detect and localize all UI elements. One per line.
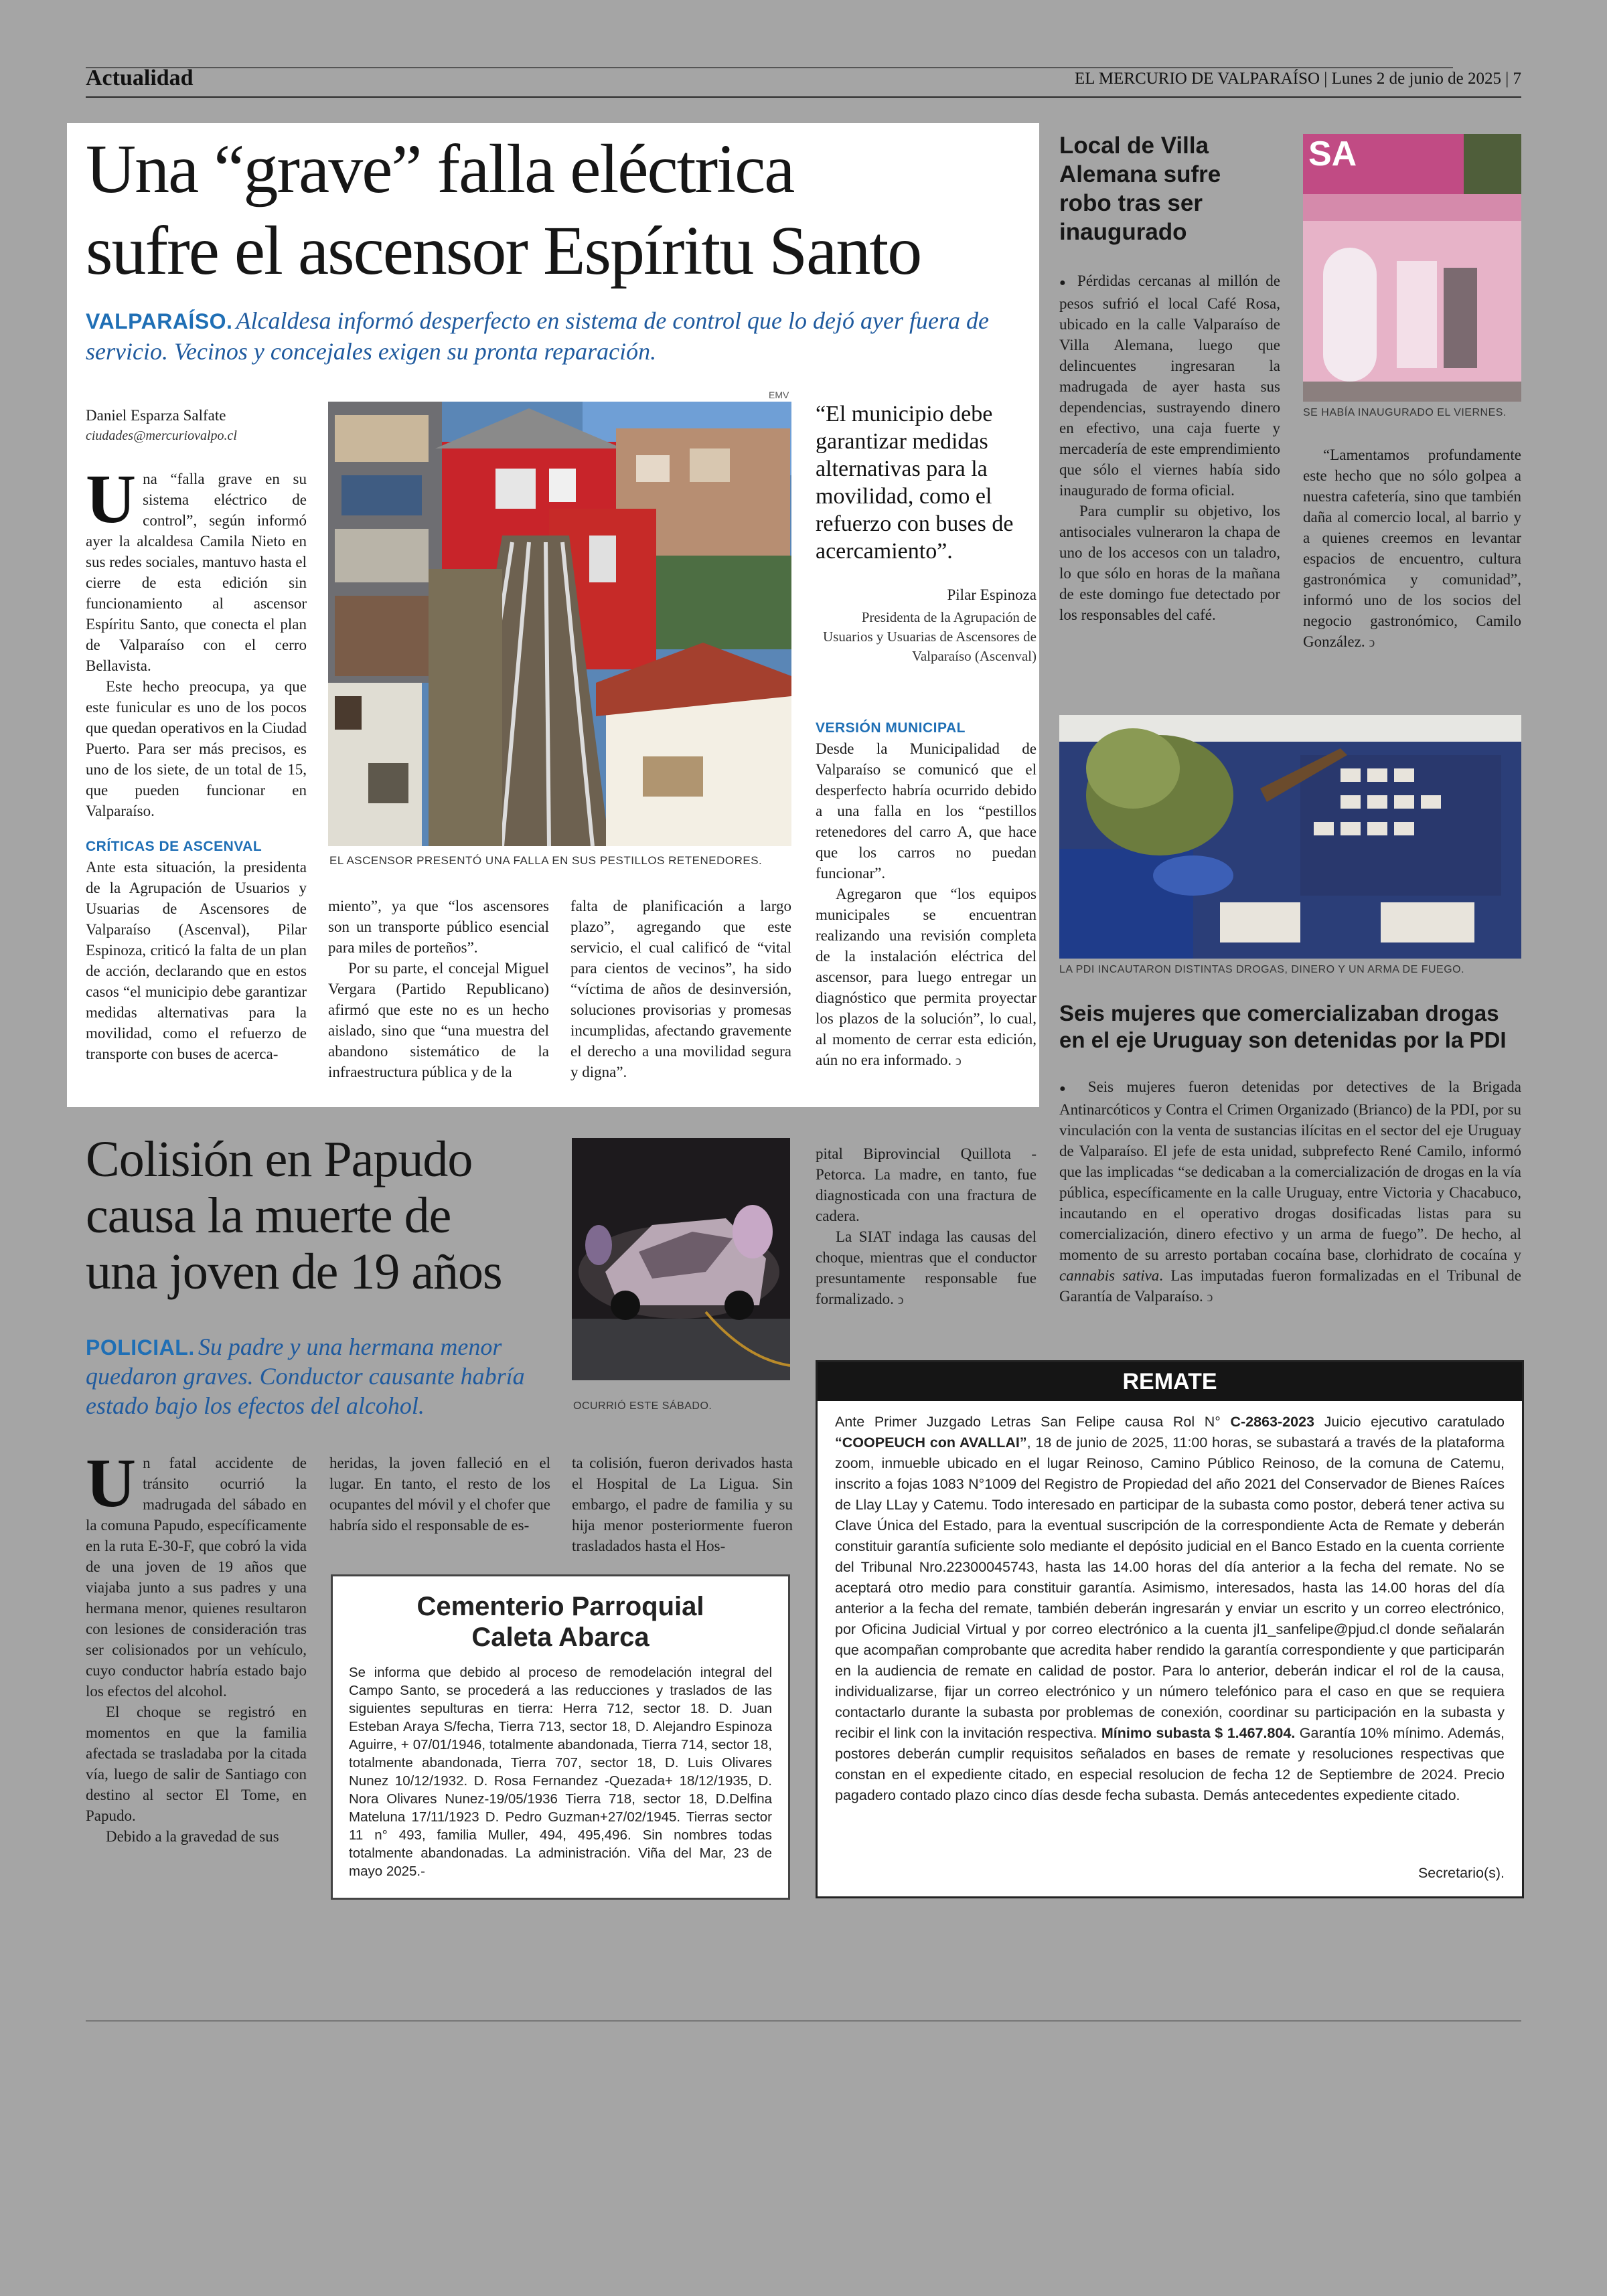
papudo-col1-p2: El choque se registró en momentos en que la familia afectada se trasladaba por la citada vía, luego de salir de Santiago con destino al sector El Tome, en Papudo. <box>86 1704 307 1824</box>
cementerio-ad <box>331 1574 790 1900</box>
pull-quote: “El municipio debe garantizar medidas alternativas para la movilidad, como el refuerzo con buses de acercamiento”. <box>816 402 1014 564</box>
remate-caratula: “COOPEUCH con AVALLAI” <box>835 1434 1027 1451</box>
papudo-title-line2: causa la muerte de <box>86 1187 451 1244</box>
remate-header: REMATE <box>818 1362 1522 1401</box>
main-col4 <box>816 718 1037 1072</box>
main-col1-p2: Este hecho preocupa, ya que este funicular es uno de los pocos que quedan operativos en la Ciudad Puerto. Para ser más precisos, es uno de los siete, de un total de 15, que pueden funcionar en Valparaíso. <box>86 678 307 819</box>
quote-name: Pilar Espinoza <box>947 586 1037 603</box>
papudo-title <box>86 1131 568 1300</box>
papudo-col1-p1: n fatal accidente de tránsito ocurrió la madrugada del sábado en la comuna Papudo, específicamente en la ruta E-30-F, que cobró la vida de una joven de 19 años que viajaba junto a sus padres y una hermana menor, quienes resultaron con lesiones de consideración tras ser colisionados por un vehículo, cuyo conductor habría estado bajo los efectos del alcohol. <box>86 1455 307 1700</box>
pdi-title: Seis mujeres que comercializaban drogas en el eje Uruguay son detenidas por la PDI <box>1059 1001 1507 1052</box>
cafe-photo-svg <box>1303 134 1521 402</box>
remate-body <box>835 1412 1505 1806</box>
elevator-photo <box>328 402 791 846</box>
main-story-title <box>86 129 1037 292</box>
main-author: Daniel Esparza Salfate <box>86 407 226 424</box>
drugs-photo-svg <box>1059 715 1521 959</box>
villa-p1: Pérdidas cercanas al millón de pesos sufrió el local Café Rosa, ubicado en la calle Valparaíso de Villa Alemana, luego que delincuentes ingresaran la madrugada de ayer hasta sus dependencias, sustrayendo dinero en efectivo, una caja fuerte y mercadería de este emprendimiento que sólo el viernes había sido inaugurado de forma oficial. <box>1059 272 1281 499</box>
papudo-col4-p2: La SIAT indaga las causas del choque, mientras que el conductor presuntamente responsable fue formalizado. <box>816 1228 1037 1307</box>
main-col2-p2: Por su parte, el concejal Miguel Vergara (Partido Republicano) afirmó que este no es un hecho aislado, sino que “una muestra del abandono sistemático de la infraestructura pública y de la <box>328 960 549 1080</box>
cementerio-title-line1: Cementerio Parroquial <box>416 1592 704 1621</box>
crash-photo <box>572 1138 790 1380</box>
main-col1-p3: Ante esta situación, la presidenta de la Agrupación de Usuarios y Usuarias de Ascensores de Valparaíso (Ascenval), Pilar Espinoza, criticó la falta de un plan de acción, declarando que en estos casos “el municipio debe garantizar medidas alternativas para la movilidad, como el refuerzo de transporte con buses de acerca- <box>86 859 307 1062</box>
papudo-title-line3: una joven de 19 años <box>86 1244 502 1300</box>
main-title-line2: sufre el ascensor Espíritu Santo <box>86 212 921 289</box>
cementerio-text: Se informa que debido al proceso de remodelación integral del Campo Santo, se procederá a las reducciones y traslados de las siguientes sepulturas en tierra: Herra 712, sector 18. D. Juan Esteban Araya S/fecha, Tierra 713, sector 18, D. Alejandro Espinoza Aguirre, + 07/01/1946, totalmente abandonada, Tierra 714, sector 18, totalmente abandonada, Tierra 707, sector 18, D. Luis Olivares Nunez 10/12/1932. D. Rosa Fernandez -Quezada+ 18/12/1935, D. Nora Olivares Nunez-19/05/1936 Tierra 718, sector 18, D.Delfina Mateluna 17/11/1923 D. Pedro Guzman+27/02/1945. Tierras sector 11 n° 493, familia Muller, 494, 495,496. Sin nombres todas totalmente abandonadas. La administración. Viña del Mar, 23 de mayo 2025.- <box>349 1665 772 1879</box>
main-kicker: VALPARAÍSO. <box>86 309 233 333</box>
pdi-body <box>1059 1076 1521 1308</box>
papudo-dropcap: U <box>86 1445 137 1522</box>
remate-t4: Garantía 10% mínimo. Además, postores deberán cumplir requisitos señalados en bases de remate y resoluciones respectivas que constan en el expediente citado, en especial resolucion de fecha 12 de Septiembre de 2024. Precio pagadero contado plazo cinco días desde fecha subasta. Demás antecedentes expediente citado. <box>835 1725 1505 1803</box>
bottom-rule <box>86 2020 1521 2022</box>
pdi-bullet-icon: ● <box>1059 1083 1075 1094</box>
main-story-lede <box>86 305 1037 367</box>
pdi-p1a: Seis mujeres fueron detenidas por detectives de la Brigada Antinarcóticos y Contra el Crimen Organizado (Brianco) de la PDI, por su vinculación con la venta de sustancias ilícitas en el sector del eje Uruguay de Valparaíso. El jefe de esta unidad, subprefecto René Camilo, informó que las implicadas “se dedicaban a la comercialización de drogas en la vía pública, específicamente en la calle Uruguay, entre Victoria y Chacabuco, incautando en el operativo drogas dosificadas listas para su comercialización, dinero efectivo y un arma de fuego”. De hecho, al momento de su arresto portaban cocaína base, clorhidrato de cocaína y <box>1059 1078 1522 1263</box>
cafe-photo-caption: SE HABÍA INAUGURADO EL VIERNES. <box>1303 407 1507 418</box>
villa-p2: Para cumplir su objetivo, los antisociales vulneraron la chapa de uno de los accesos con un taladro, lo que sólo en horas de la mañana de este domingo fue detectado por los responsables del café. <box>1059 503 1280 623</box>
cementerio-title <box>333 1591 788 1653</box>
remate-t2: Juicio ejecutivo caratulado <box>1314 1414 1505 1430</box>
papudo-lede <box>86 1332 554 1420</box>
papudo-title-line1: Colisión en Papudo <box>86 1131 473 1187</box>
main-col2-p1: miento”, ya que “los ascensores son un transporte público esencial para miles de porteños”. <box>328 898 549 956</box>
cafe-photo <box>1303 134 1521 402</box>
main-col1 <box>86 461 307 1064</box>
papudo-col4 <box>816 1143 1037 1311</box>
papudo-col4-p1: pital Biprovincial Quillota - Petorca. La madre, en tanto, fue diagnosticada con una fractura de cadera. <box>816 1145 1037 1224</box>
main-email: ciudades@mercuriovalpo.cl <box>86 428 237 443</box>
papudo-lede-text: Su padre y una hermana menor quedaron graves. Conductor causante habría estado bajo los efectos del alcohol. <box>86 1333 525 1419</box>
drugs-photo <box>1059 715 1521 959</box>
remate-minimo: Mínimo subasta $ 1.467.804. <box>1101 1725 1296 1741</box>
main-col3 <box>570 896 791 1082</box>
end-mark-icon: ↄ <box>955 1054 962 1068</box>
pdi-end-icon: ↄ <box>1207 1290 1213 1305</box>
main-col2 <box>328 896 549 1082</box>
remate-ad <box>816 1360 1524 1898</box>
main-col4-p1: Desde la Municipalidad de Valparaíso se comunicó que el desperfecto habría ocurrido debido a una falla en los “pestillos retenedores del carro A, que hace que los carros no puedan funcionar”. <box>816 740 1037 882</box>
section-label: Actualidad <box>86 66 194 90</box>
elevator-photo-svg <box>328 402 791 846</box>
main-col4-p2: Agregaron que “los equipos municipales se encuentran realizando una revisión completa de la instalación eléctrica del ascensor, para luego entregar un diagnóstico que permita proyectar los plazos de la solución”, lo cual, al momento de cerrar esta edición, aún no era informado. <box>816 886 1037 1068</box>
paper-dateline: EL MERCURIO DE VALPARAÍSO | Lunes 2 de junio de 2025 | 7 <box>1075 70 1521 88</box>
cementerio-title-line2: Caleta Abarca <box>471 1623 649 1652</box>
remate-t1: Ante Primer Juzgado Letras San Felipe causa Rol N° <box>835 1414 1231 1430</box>
villa-end-icon: ↄ <box>1369 635 1375 650</box>
papudo-col1-p3: Debido a la gravedad de sus <box>106 1828 279 1845</box>
elevator-photo-caption: EL ASCENSOR PRESENTÓ UNA FALLA EN SUS PESTILLOS RETENEDORES. <box>329 854 763 867</box>
papudo-col2-p1: heridas, la joven falleció en el lugar. En tanto, el resto de los ocupantes del móvil y el chofer que habría sido el responsable de es- <box>329 1455 550 1534</box>
villa-bullet-icon: ● <box>1059 277 1070 289</box>
villa-title: Local de Villa Alemana sufre robo tras ser inaugurado <box>1059 133 1221 245</box>
main-sub-ascenval: CRÍTICAS DE ASCENVAL <box>86 839 262 854</box>
quote-role: Presidenta de la Agrupación de Usuarios y Usuarias de Ascensores de Valparaíso (Ascenval) <box>822 609 1037 664</box>
papudo-col3-p1: ta colisión, fueron derivados hasta el Hospital de La Ligua. Sin embargo, el padre de familia y su hija menor posteriormente fueron trasladados hasta el Hos- <box>572 1455 793 1554</box>
villa-p3: “Lamentamos profundamente este hecho que no sólo golpea a nuestra cafetería, sino que también daña al comercio local, al barrio y a quienes creemos en levantar espacios de encuentro, cultura gastronómica y comunidad”, informó uno de los socios del negocio gastronómico, Camilo González. <box>1303 446 1521 650</box>
main-sub-municipal: VERSIÓN MUNICIPAL <box>816 720 966 736</box>
remate-t3: , 18 de junio de 2025, 11:00 horas, se subastará a través de la plataforma zoom, inmueble ubicado en el lugar Reinoso, Camino Público Reinoso, de la comuna de Catemu, inscrito a fojas 1083 N°1009 del Registro de Propiedad del año 2021 del Conservador de Bienes Raíces de Llay LLay y Catemu. Todo interesado en participar de la subasta como postor, deberá tener activa su Clave Única del Estado, para la eventual suscripción de la correspondiente Acta de Remate y deberán constituir garantía suficiente solo mediante el depósito judicial en el Banco Estado en la cuenta corriente del Tribunal Nro.22300045743, hasta las 14.00 horas del día anterior a la fecha del remate. No se aceptará otro medio para constituir garantía. Asimismo, interesados, hasta las 14.00 horas del día anterior a la fecha del remate, también deberán ingresarán y enviar un escrito y un correo electrónico, por Oficina Judicial Virtual y por correo electrónico a la cuenta jl1_sanfelipe@pjud.cl donde señalarán que acompañan comprobante que acredita haber rendido la garantía correspondiente y que participarán en la audiencia de remate en calidad de postor. Para lo anterior, deberán indicar el rol de la causa, individualizarse, fijar un correo electrónico y un número telefónico para el caso en que se requiera contactarlo durante la subasta por problemas de conexión, coordinar su participación en la subasta y recibir el link con la invitación respectiva. <box>835 1434 1505 1741</box>
photo-credit: EMV <box>769 390 789 400</box>
main-lede-text: Alcaldesa informó desperfecto en sistema de control que lo dejó ayer fuera de servicio. Vecinos y concejales exigen su pronta reparación. <box>86 307 989 365</box>
pdi-p1b: . Las imputadas fueron formalizadas en el Tribunal de Garantía de Valparaíso. <box>1059 1267 1521 1305</box>
papudo-col1 <box>86 1445 307 1847</box>
remate-signature: Secretario(s). <box>1418 1865 1505 1881</box>
villa-col1 <box>1059 270 1280 625</box>
papudo-kicker: POLICIAL. <box>86 1335 195 1360</box>
crash-photo-caption: OCURRIÓ ESTE SÁBADO. <box>573 1400 712 1412</box>
papudo-col2 <box>329 1453 550 1536</box>
villa-col2 <box>1303 444 1521 653</box>
main-col1-p1: na “falla grave en su sistema eléctrico de control”, según informó ayer la alcaldesa Camila Nieto en sus redes sociales, mantuvo hasta el cierre de esta edición sin funcionamiento al ascensor Espíritu Santo, que conecta el plan de Valparaíso con el cerro Bellavista. <box>86 471 307 674</box>
cafe-sign-text: SA <box>1308 135 1357 173</box>
crash-photo-svg <box>572 1138 790 1380</box>
remate-rol: C-2863-2023 <box>1230 1414 1314 1430</box>
top-rule <box>86 67 1453 68</box>
main-col3-p1: falta de planificación a largo plazo”, agregando que este servicio, el cual calificó de “vital para cientos de vecinos”, ha sido “víctima de años de desinversión, soluciones provisorias y promesas incumplidas, afectando gravemente el derecho a una movilidad segura y digna”. <box>570 898 791 1080</box>
papudo-col3 <box>572 1453 793 1556</box>
papudo-end-icon: ↄ <box>897 1293 904 1307</box>
main-title-line1: Una “grave” falla eléctrica <box>86 131 794 208</box>
main-dropcap: U <box>86 461 137 538</box>
header-rule <box>86 96 1521 98</box>
drugs-photo-caption: LA PDI INCAUTARON DISTINTAS DROGAS, DINERO Y UN ARMA DE FUEGO. <box>1059 964 1465 975</box>
pdi-p1-em: cannabis sativa <box>1059 1267 1160 1284</box>
